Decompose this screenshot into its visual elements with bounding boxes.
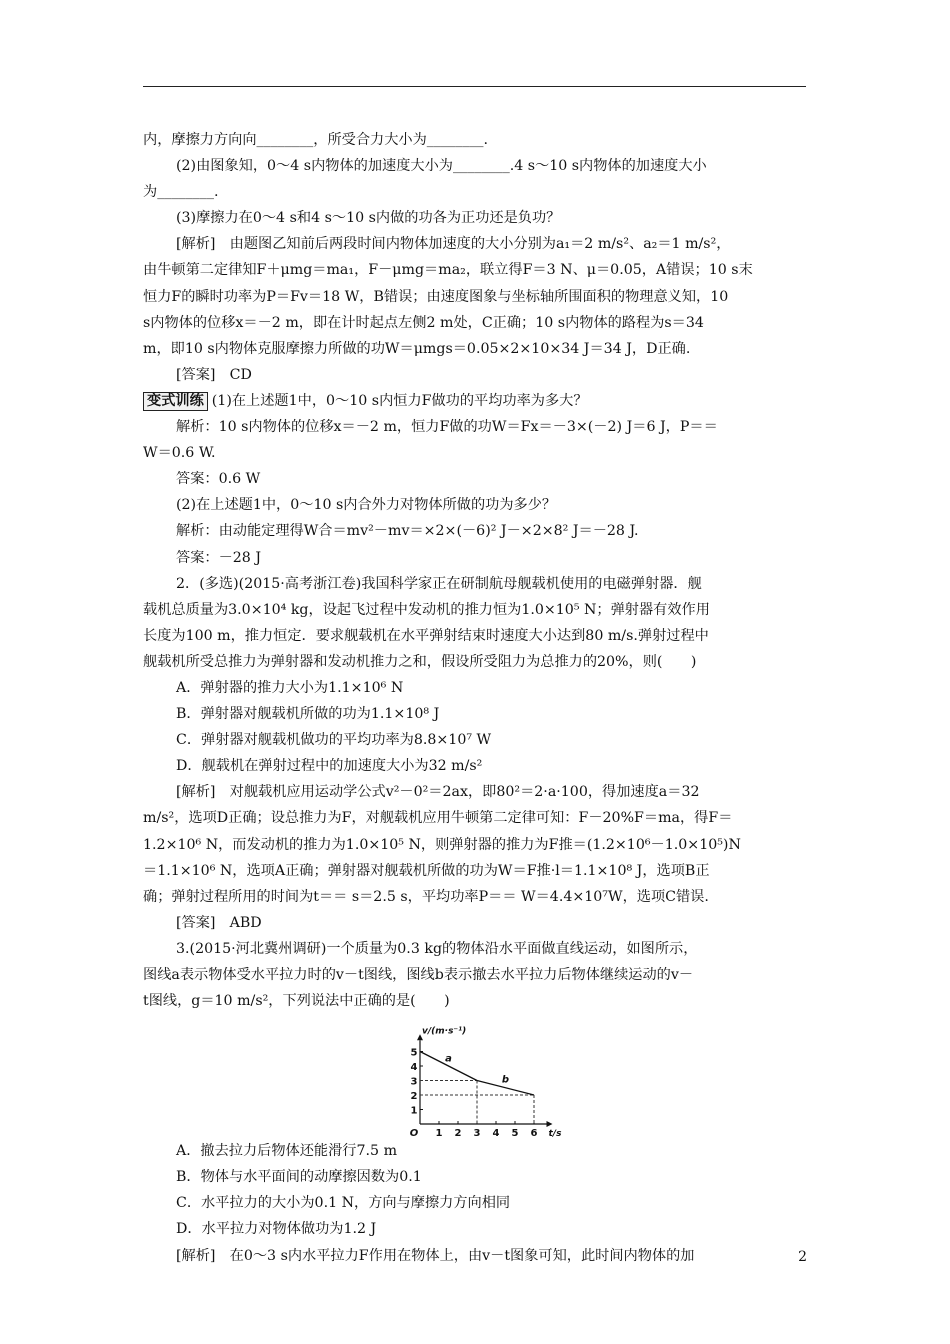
y-tick-label: 5 bbox=[410, 1047, 418, 1059]
y-tick-label: 2 bbox=[410, 1091, 418, 1103]
text-line: m/s²，选项D正确；设总推力为F，对舰载机应用牛顿第二定律可知：F－20%F＝ma，得F＝ bbox=[143, 810, 733, 827]
text-line: W＝0.6 W. bbox=[143, 445, 216, 462]
x-tick-label: 6 bbox=[530, 1128, 538, 1139]
text-line: 确；弹射过程所用的时间为t＝＝ s＝2.5 s，平均功率P＝＝ W＝4.4×10⁷W，选项C错误. bbox=[143, 888, 709, 905]
text-line: B．物体与水平面间的动摩擦因数为0.1 bbox=[176, 1169, 422, 1186]
text-line: (2)在上述题1中，0～10 s内合外力对物体所做的功为多少？ bbox=[176, 497, 557, 514]
text-line: [解析] 在0～3 s内水平拉力F作用在物体上，由v－t图象可知，此时间内物体的加 bbox=[176, 1247, 695, 1264]
x-axis-label: t/s bbox=[548, 1129, 562, 1139]
text-line: 答案：－28 J bbox=[176, 549, 262, 566]
y-tick-label: 4 bbox=[410, 1062, 418, 1074]
x-axis-arrow bbox=[547, 1121, 553, 1127]
text-block-top bbox=[143, 127, 806, 388]
text-line: 图线a表示物体受水平拉力时的v－t图线，图线b表示撤去水平拉力后物体继续运动的v－ bbox=[143, 967, 694, 983]
text-line: A．弹射器的推力大小为1.1×10⁶ N bbox=[176, 679, 404, 696]
text-line: 长度为100 m，推力恒定．要求舰载机在水平弹射结束时速度大小达到80 m/s.弹射过程中 bbox=[143, 627, 709, 644]
text-line: s内物体的位移x＝－2 m，即在计时起点左侧2 m处，C正确；10 s内物体的路程为s＝34 bbox=[143, 314, 704, 331]
text-line: D．水平拉力对物体做功为1.2 J bbox=[176, 1221, 377, 1238]
text-line: C．水平拉力的大小为0.1 N，方向与摩擦力方向相同 bbox=[176, 1195, 511, 1212]
text-line: t图线，g＝10 m/s²，下列说法中正确的是( ) bbox=[143, 993, 450, 1010]
x-tick-label: 3 bbox=[473, 1128, 481, 1139]
variant-training-tag: 变式训练 bbox=[143, 392, 208, 411]
page-number: 2 bbox=[798, 1249, 807, 1265]
text-line: 答案：0.6 W bbox=[176, 471, 261, 488]
x-tick-label: 4 bbox=[492, 1128, 500, 1139]
series-label-b: b bbox=[501, 1074, 510, 1086]
text-line: B．弹射器对舰载机所做的功为1.1×10⁸ J bbox=[176, 706, 440, 723]
vt-graph-svg bbox=[401, 1014, 566, 1138]
text-line: [解析] 对舰载机应用运动学公式v²－0²＝2ax，即80²＝2·a·100，得加速度a＝32 bbox=[176, 784, 700, 801]
text-line: 3.(2015·河北冀州调研)一个质量为0.3 kg的物体沿水平面做直线运动，如图所示， bbox=[176, 940, 698, 957]
text-line: A．撤去拉力后物体还能滑行7.5 m bbox=[176, 1143, 398, 1160]
text-line: m，即10 s内物体克服摩擦力所做的功W＝μmgs＝0.05×2×10×34 J＝34 J，D正确. bbox=[143, 340, 691, 357]
text-line: C．弹射器对舰载机做功的平均功率为8.8×10⁷ W bbox=[176, 732, 492, 749]
series-label-a: a bbox=[445, 1053, 452, 1065]
variant-training-line bbox=[143, 388, 806, 414]
text-line: D．舰载机在弹射过程中的加速度大小为32 m/s² bbox=[176, 758, 483, 775]
text-line: 内，摩擦力方向向________，所受合力大小为________. bbox=[143, 132, 489, 148]
header-rule bbox=[143, 86, 806, 87]
text-line: 由牛顿第二定律知F＋μmg＝ma₁，F－μmg＝ma₂，联立得F＝3 N、μ＝0.05，A错误；10 s末 bbox=[143, 262, 753, 279]
text-line: 解析：10 s内物体的位移x＝－2 m，恒力F做的功W＝Fx＝－3×(－2) J＝6 J，P＝＝ bbox=[176, 419, 718, 436]
vt-graph bbox=[143, 1014, 806, 1138]
text-line: 舰载机所受总推力为弹射器和发动机推力之和，假设所受阻力为总推力的20%，则( ) bbox=[143, 653, 697, 670]
text-block-middle bbox=[143, 414, 806, 1014]
document-body bbox=[143, 127, 806, 1269]
text-line: (2)由图象知，0～4 s内物体的加速度大小为________.4 s～10 s内物体的加速度大小 bbox=[176, 158, 707, 175]
x-tick-label: 5 bbox=[511, 1128, 519, 1139]
text-line: (3)摩擦力在0～4 s和4 s～10 s内做的功各为正功还是负功？ bbox=[176, 210, 561, 227]
text-line: [答案] CD bbox=[176, 366, 252, 383]
text-line: ＝1.1×10⁶ N，选项A正确；弹射器对舰载机所做的功为W＝F推·l＝1.1×10⁸ J，选项B正 bbox=[143, 862, 710, 879]
y-axis-label: v/(m·s⁻¹) bbox=[422, 1026, 467, 1037]
text-line: 1.2×10⁶ N，而发动机的推力为1.0×10⁵ N，则弹射器的推力为F推＝(1.2×10⁶－1.0×10⁵)N bbox=[143, 836, 741, 853]
text-block-bottom bbox=[143, 1138, 806, 1268]
text-line: 恒力F的瞬时功率为P＝Fv＝18 W，B错误；由速度图象与坐标轴所围面积的物理意义知，10 bbox=[143, 288, 729, 305]
text-line: 载机总质量为3.0×10⁴ kg，设起飞过程中发动机的推力恒为1.0×10⁵ N；弹射器有效作用 bbox=[143, 601, 710, 618]
y-tick-label: 1 bbox=[410, 1105, 418, 1117]
x-tick-label: 2 bbox=[454, 1128, 462, 1139]
text-line: 为________. bbox=[143, 184, 219, 201]
text-line: 解析：由动能定理得W合＝mv²－mv＝×2×(－6)² J－×2×8² J＝－28 J. bbox=[176, 523, 639, 540]
text-line: [解析] 由题图乙知前后两段时间内物体加速度的大小分别为a₁＝2 m/s²、a₂＝1 m/s²， bbox=[176, 236, 731, 253]
text-line: 2．(多选)(2015·高考浙江卷)我国科学家正在研制航母舰载机使用的电磁弹射器．舰 bbox=[176, 575, 702, 592]
y-tick-label: 3 bbox=[410, 1076, 418, 1088]
variant-question-1: (1)在上述题1中，0～10 s内恒力F做功的平均功率为多大？ bbox=[211, 392, 588, 409]
origin-label: O bbox=[409, 1128, 419, 1139]
x-tick-label: 1 bbox=[435, 1128, 443, 1139]
text-line: [答案] ABD bbox=[176, 914, 262, 931]
